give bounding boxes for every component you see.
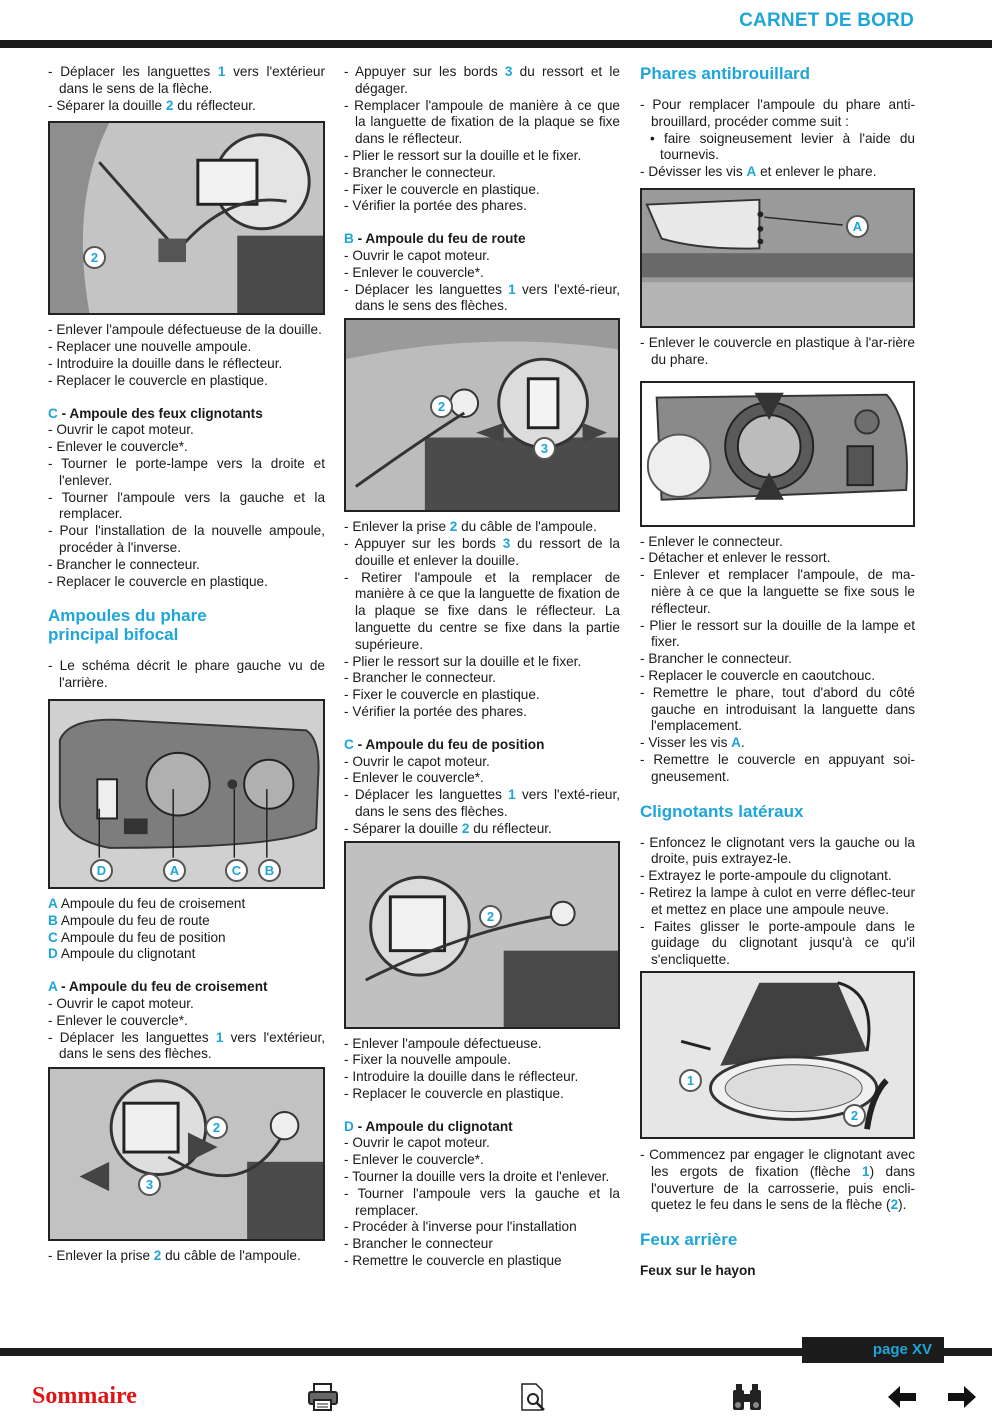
figure-low-beam (48, 1067, 325, 1241)
step-item: - Ouvrir le capot moteur. (344, 248, 620, 265)
step-item: - Fixer le couvercle en plastique. (344, 182, 620, 199)
figure-fog-lamp-screws (640, 188, 915, 328)
highlight-ref: 2 (449, 519, 458, 535)
step-item: - Séparer la douille 2 du réflecteur. (344, 821, 620, 838)
step-list (48, 64, 325, 114)
step-item: - Remettre le couvercle en plastique (344, 1253, 620, 1270)
column-2 (344, 64, 620, 1270)
step-item: - Enlever l'ampoule défectueuse. (344, 1036, 620, 1053)
step-item: - Pour l'installation de la nouvelle ampoule, procéder à l'inverse. (48, 523, 325, 557)
step-list (344, 64, 620, 215)
legend-item-c: C Ampoule du feu de position (48, 929, 226, 945)
step-list (48, 658, 325, 692)
bullet-item: • faire soigneusement levier à l'aide du tournevis. (640, 131, 915, 165)
section-d-title: D - Ampoule du clignotant (344, 1118, 513, 1134)
figure-socket-removal (48, 121, 325, 315)
figure-lateral-indicator (640, 971, 915, 1139)
step-item: - Ouvrir le capot moteur. (48, 422, 325, 439)
heading-rear-lights: Feux arrière (640, 1230, 738, 1250)
figure-headlamp-rear (48, 699, 325, 889)
legend (48, 896, 325, 963)
step-item: - Enlever le couvercle*. (344, 265, 620, 282)
step-list (48, 996, 325, 1063)
find-page-icon[interactable] (516, 1380, 552, 1414)
step-item: - Replacer le couvercle en plastique. (344, 1086, 620, 1103)
legend-item-a: A Ampoule du feu de croisement (48, 895, 246, 911)
step-item: - Extrayez le porte-ampoule du clignotant. (640, 868, 915, 885)
top-rule (0, 40, 992, 48)
step-list (640, 1147, 915, 1214)
column-1 (48, 64, 325, 1265)
step-item: - Ouvrir le capot moteur. (344, 1135, 620, 1152)
step-item: - Enlever le couvercle*. (48, 439, 325, 456)
step-item: - Déplacer les languettes 1 vers l'extérieur dans le sens de la flèche. (48, 64, 325, 98)
highlight-ref: 3 (504, 64, 513, 79)
step-item: - Procéder à l'inverse pour l'installation (344, 1219, 620, 1236)
step-item: - Brancher le connecteur. (344, 165, 620, 182)
step-list (640, 335, 915, 369)
heading-bifocal: Ampoules du phare principal bifocal (48, 606, 207, 645)
step-list (344, 1036, 620, 1103)
callout-b: B (258, 859, 281, 882)
printer-icon[interactable] (305, 1380, 341, 1414)
callout-2: 2 (479, 905, 502, 928)
highlight-ref: 3 (502, 535, 511, 551)
step-item: - Brancher le connecteur. (48, 557, 325, 574)
step-list (344, 1135, 620, 1269)
highlight-ref: 1 (508, 787, 516, 803)
step-item: - Vérifier la portée des phares. (344, 198, 620, 215)
legend-item-d: D Ampoule du clignotant (48, 946, 196, 962)
callout-2: 2 (205, 1116, 228, 1139)
step-item: - Tourner l'ampoule vers la gauche et la remplacer. (344, 1186, 620, 1220)
step-item: - Enlever l'ampoule défectueuse de la douille. (48, 322, 325, 339)
step-item: - Brancher le connecteur. (344, 670, 620, 687)
step-item: - Tourner l'ampoule vers la gauche et la remplacer. (48, 490, 325, 524)
step-item: - Ouvrir le capot moteur. (48, 996, 325, 1013)
highlight-ref: 2 (153, 1248, 162, 1264)
step-item: - Retirer l'ampoule et la remplacer de manière à ce que la languette de fixation de la plaque se fixe dans le réflecteur. La languette du centre se fixe dans la partie supérieure. (344, 570, 620, 654)
step-list (48, 322, 325, 389)
step-item: - Déplacer les languettes 1 vers l'exté-rieur, dans le sens des flèches. (344, 282, 620, 316)
callout-2: 2 (843, 1104, 866, 1127)
column-3 (640, 64, 915, 1280)
heading-fog-lights: Phares antibrouillard (640, 64, 811, 83)
step-item: - Détacher et enlever le ressort. (640, 550, 915, 567)
binoculars-icon[interactable] (729, 1380, 765, 1414)
figure-position-light (344, 841, 620, 1029)
step-item: - Pour remplacer l'ampoule du phare anti-brouillard, procéder comme suit : (640, 97, 915, 131)
step-item: - Déplacer les languettes 1 vers l'exté-rieur, dans le sens des flèches. (344, 787, 620, 821)
arrow-right-icon[interactable] (944, 1380, 980, 1414)
callout-3: 3 (533, 437, 556, 460)
step-item: - Déplacer les languettes 1 vers l'extérieur, dans le sens des flèches. (48, 1030, 325, 1064)
highlight-ref: A (746, 164, 757, 180)
step-item: - Replacer le couvercle en caoutchouc. (640, 668, 915, 685)
step-item: - Introduire la douille dans le réflecteur. (344, 1069, 620, 1086)
step-list (48, 1248, 325, 1265)
step-list (344, 519, 620, 721)
subheading-tailgate: Feux sur le hayon (640, 1263, 756, 1279)
step-list (344, 754, 620, 838)
section-a-title: A - Ampoule du feu de croisement (48, 979, 268, 995)
header-title: CARNET DE BORD (739, 10, 914, 31)
callout-a: A (163, 859, 186, 882)
step-item: - Fixer la nouvelle ampoule. (344, 1052, 620, 1069)
highlight-ref: 2 (165, 97, 174, 113)
page-number: page XV (802, 1337, 944, 1363)
arrow-left-icon[interactable] (884, 1380, 920, 1414)
step-item: - Plier le ressort sur la douille et le fixer. (344, 148, 620, 165)
step-item: - Vérifier la portée des phares. (344, 704, 620, 721)
step-item: - Tourner le porte-lampe vers la droite et l'enlever. (48, 456, 325, 490)
step-item: - Appuyer sur les bords 3 du ressort de la douille et enlever la douille. (344, 536, 620, 570)
callout-2: 2 (430, 395, 453, 418)
step-list (640, 534, 915, 786)
heading-lateral-indicators: Clignotants latéraux (640, 801, 804, 821)
step-item: - Brancher le connecteur (344, 1236, 620, 1253)
step-list (48, 422, 325, 590)
step-item: - Enlever le connecteur. (640, 534, 915, 551)
step-item: - Remettre le couvercle en appuyant soi-gneusement. (640, 752, 915, 786)
step-item: - Enlever le couvercle en plastique à l'ar-rière du phare. (640, 335, 915, 369)
callout-a: A (846, 215, 869, 238)
step-item: - Enfoncez le clignotant vers la gauche ou la droite, puis extrayez-le. (640, 835, 915, 869)
step-item: - Faites glisser le porte-ampoule dans le guidage du clignotant jusqu'à ce qu'il s'encliquette. (640, 919, 915, 969)
highlight-ref: A (731, 735, 741, 751)
callout-2: 2 (83, 246, 106, 269)
section-c-title: C - Ampoule des feux clignotants (48, 405, 263, 421)
section-c2-title: C - Ampoule du feu de position (344, 736, 545, 752)
sommaire-link[interactable]: Sommaire (32, 1383, 137, 1409)
step-item: - Remplacer l'ampoule de manière à ce que la languette de fixation de la plaque se fixe dans le réflecteur. (344, 98, 620, 148)
step-item: - Remettre le phare, tout d'abord du côté gauche en introduisant la languette dans l'emplacement. (640, 685, 915, 735)
step-item: - Plier le ressort sur la douille de la lampe et fixer. (640, 618, 915, 652)
step-list (640, 835, 915, 969)
highlight-ref: 2 (890, 1197, 899, 1213)
callout-1: 1 (679, 1069, 702, 1092)
step-item: - Enlever le couvercle*. (344, 770, 620, 787)
callout-c: C (225, 859, 248, 882)
step-item: - Enlever et remplacer l'ampoule, de ma-nière à ce que la languette se fixe sous le réflecteur. (640, 567, 915, 617)
step-item: - Enlever le couvercle*. (48, 1013, 325, 1030)
step-list (640, 97, 915, 181)
step-item: - Enlever la prise 2 du câble de l'ampoule. (344, 519, 620, 536)
step-item: - Commencez par engager le clignotant avec les ergots de fixation (flèche 1) dans l'ouverture de la carrosserie, puis encli-quetez le feu dans le sens de la flèche (2). (640, 1147, 915, 1214)
highlight-ref: 1 (862, 1163, 870, 1179)
callout-d: D (90, 859, 113, 882)
figure-fog-lamp-rear (640, 381, 915, 527)
step-item: - Appuyer sur les bords 3 du ressort et le dégager. (344, 64, 620, 98)
step-item: - Brancher le connecteur. (640, 651, 915, 668)
highlight-ref: 1 (508, 281, 516, 297)
step-item: - Tourner la douille vers la droite et l'enlever. (344, 1169, 620, 1186)
step-item: - Dévisser les vis A et enlever le phare. (640, 164, 915, 181)
figure-high-beam (344, 318, 620, 512)
step-item: - Retirez la lampe à culot en verre déflec-teur et mettez en place une ampoule neuve. (640, 885, 915, 919)
step-item: - Enlever le couvercle*. (344, 1152, 620, 1169)
step-item: - Fixer le couvercle en plastique. (344, 687, 620, 704)
step-item: - Introduire la douille dans le réflecteur. (48, 356, 325, 373)
step-item: - Replacer le couvercle en plastique. (48, 574, 325, 591)
step-item: - Plier le ressort sur la douille et le fixer. (344, 654, 620, 671)
step-item: - Ouvrir le capot moteur. (344, 754, 620, 771)
step-list (344, 248, 620, 315)
callout-3: 3 (138, 1173, 161, 1196)
step-item: - Séparer la douille 2 du réflecteur. (48, 98, 325, 115)
highlight-ref: 1 (217, 64, 226, 79)
step-item: - Replacer une nouvelle ampoule. (48, 339, 325, 356)
legend-item-b: B Ampoule du feu de route (48, 912, 210, 928)
step-item: - Visser les vis A. (640, 735, 915, 752)
step-item: - Enlever la prise 2 du câble de l'ampoule. (48, 1248, 325, 1265)
highlight-ref: 1 (215, 1029, 224, 1045)
highlight-ref: 2 (461, 820, 470, 836)
step-item: - Le schéma décrit le phare gauche vu de l'arrière. (48, 658, 325, 692)
section-b-title: B - Ampoule du feu de route (344, 231, 526, 247)
step-item: - Replacer le couvercle en plastique. (48, 373, 325, 390)
